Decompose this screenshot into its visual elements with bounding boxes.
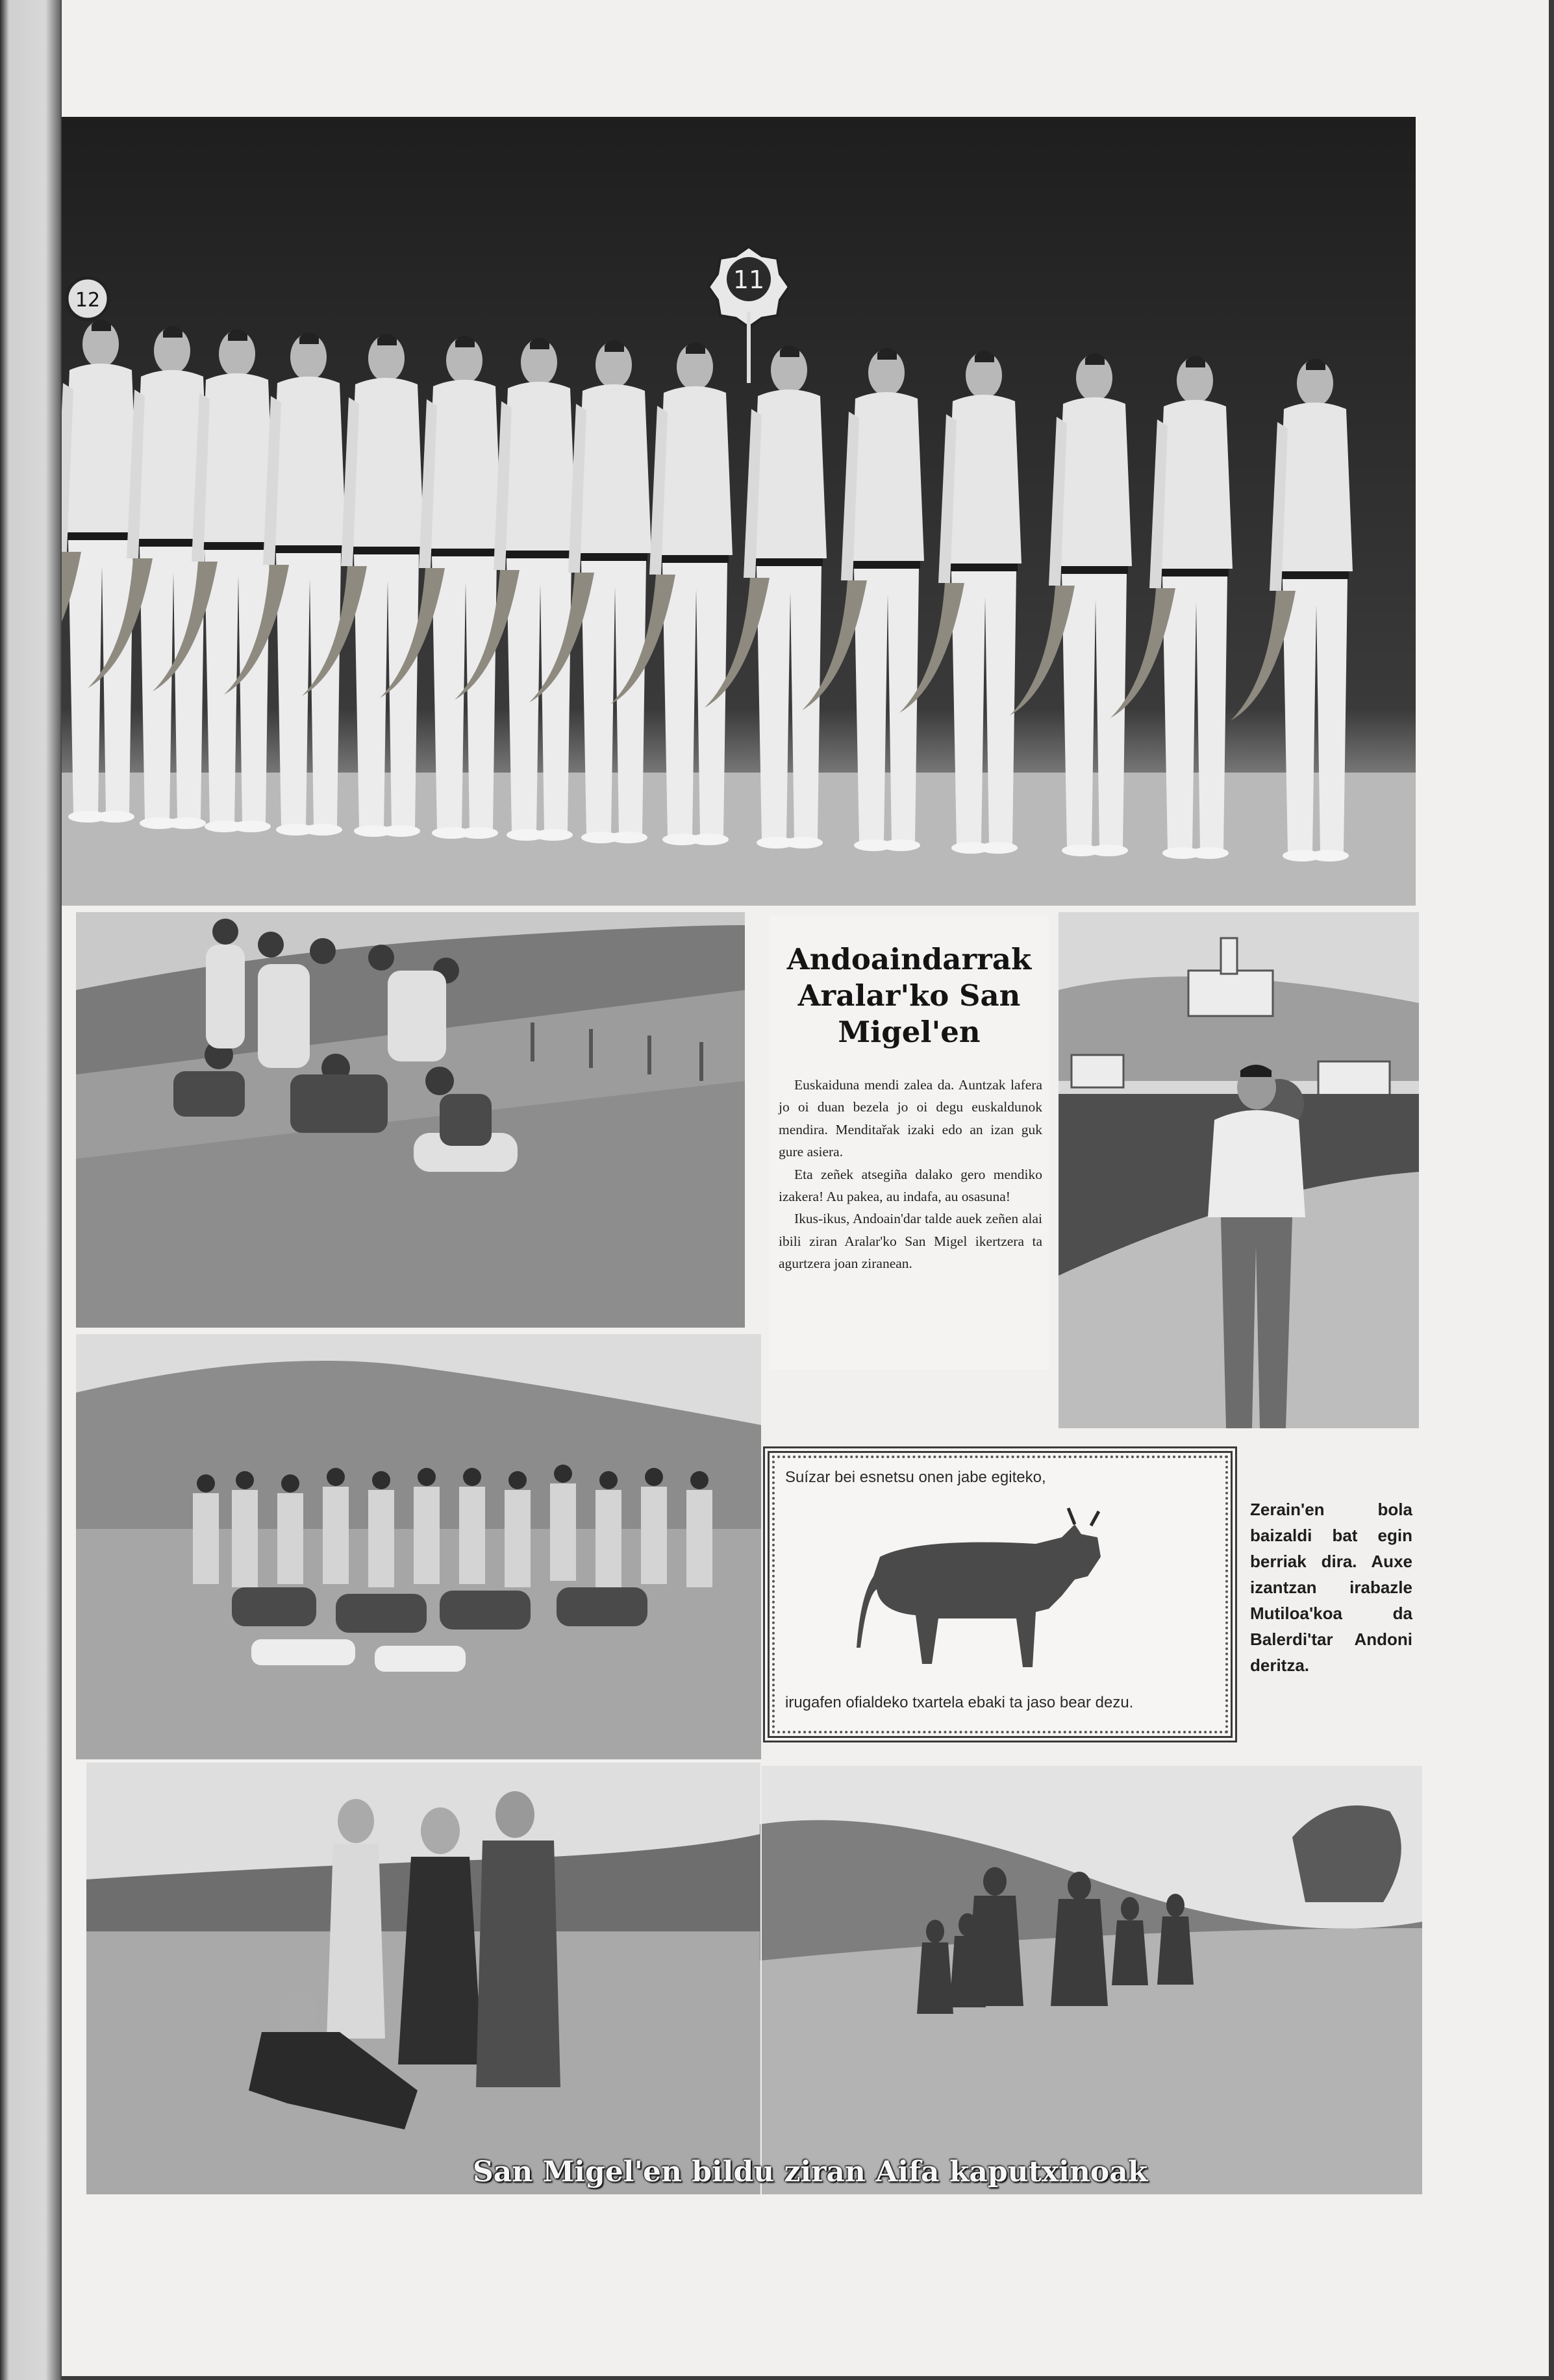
badge-12 xyxy=(67,278,108,319)
svg-text:11: 11 xyxy=(733,266,765,294)
article-paragraph: Eta zeñek atsegiña dalako gero mendiko izakera! Au pakea, au indafa, au osasuna! xyxy=(779,1166,1042,1205)
capuchin-friars-photo xyxy=(760,1766,1422,2194)
article-body xyxy=(779,1074,1042,1275)
article-title: Andoaindarrak Aralar'ko San Migel'en xyxy=(786,942,1032,1049)
advert-line-2: irugafen ofialdeko txartela ebaki ta jaso bear dezu. xyxy=(785,1694,1134,1711)
article-paragraph: Ikus-ikus, Andoain'dar talde auek zeñen alai ibili ziran Aralar'ko San Migel ikertzera ta agurtzera joan ziranean. xyxy=(779,1211,1042,1272)
meadow-crowd-photo xyxy=(76,1334,761,1759)
hillside-group-photo xyxy=(76,912,745,1328)
zerain-caption: Zerain'en bola baizaldi bat egin berriak dira. Auxe izantzan irabazle Mutiloa'koa da Balerdi'tar Andoni deritza. xyxy=(1250,1500,1412,1675)
magazine-page xyxy=(62,0,1549,2376)
friars-caption: San Migel'en bildu ziran Aifa kaputxinoak xyxy=(473,2155,1148,2188)
cow-raffle-advert xyxy=(763,1446,1237,1742)
village-player-photo xyxy=(1059,912,1419,1428)
binding-edge xyxy=(0,0,62,2380)
advert-line-1: Suízar bei esnetsu onen jabe egiteko, xyxy=(785,1469,1046,1486)
cow-illustration xyxy=(841,1498,1114,1693)
article-paragraph: Euskaiduna mendi zalea da. Auntzak lafera jo oi duan bezela jo oi degu euskaldunok mendira. Menditařak izaki edo an izan guk gure asiera. xyxy=(779,1077,1042,1160)
svg-text:12: 12 xyxy=(75,289,101,312)
pelota-team-photo xyxy=(62,117,1416,906)
article-text-block xyxy=(770,915,1049,1370)
four-people-photo xyxy=(86,1763,760,2194)
